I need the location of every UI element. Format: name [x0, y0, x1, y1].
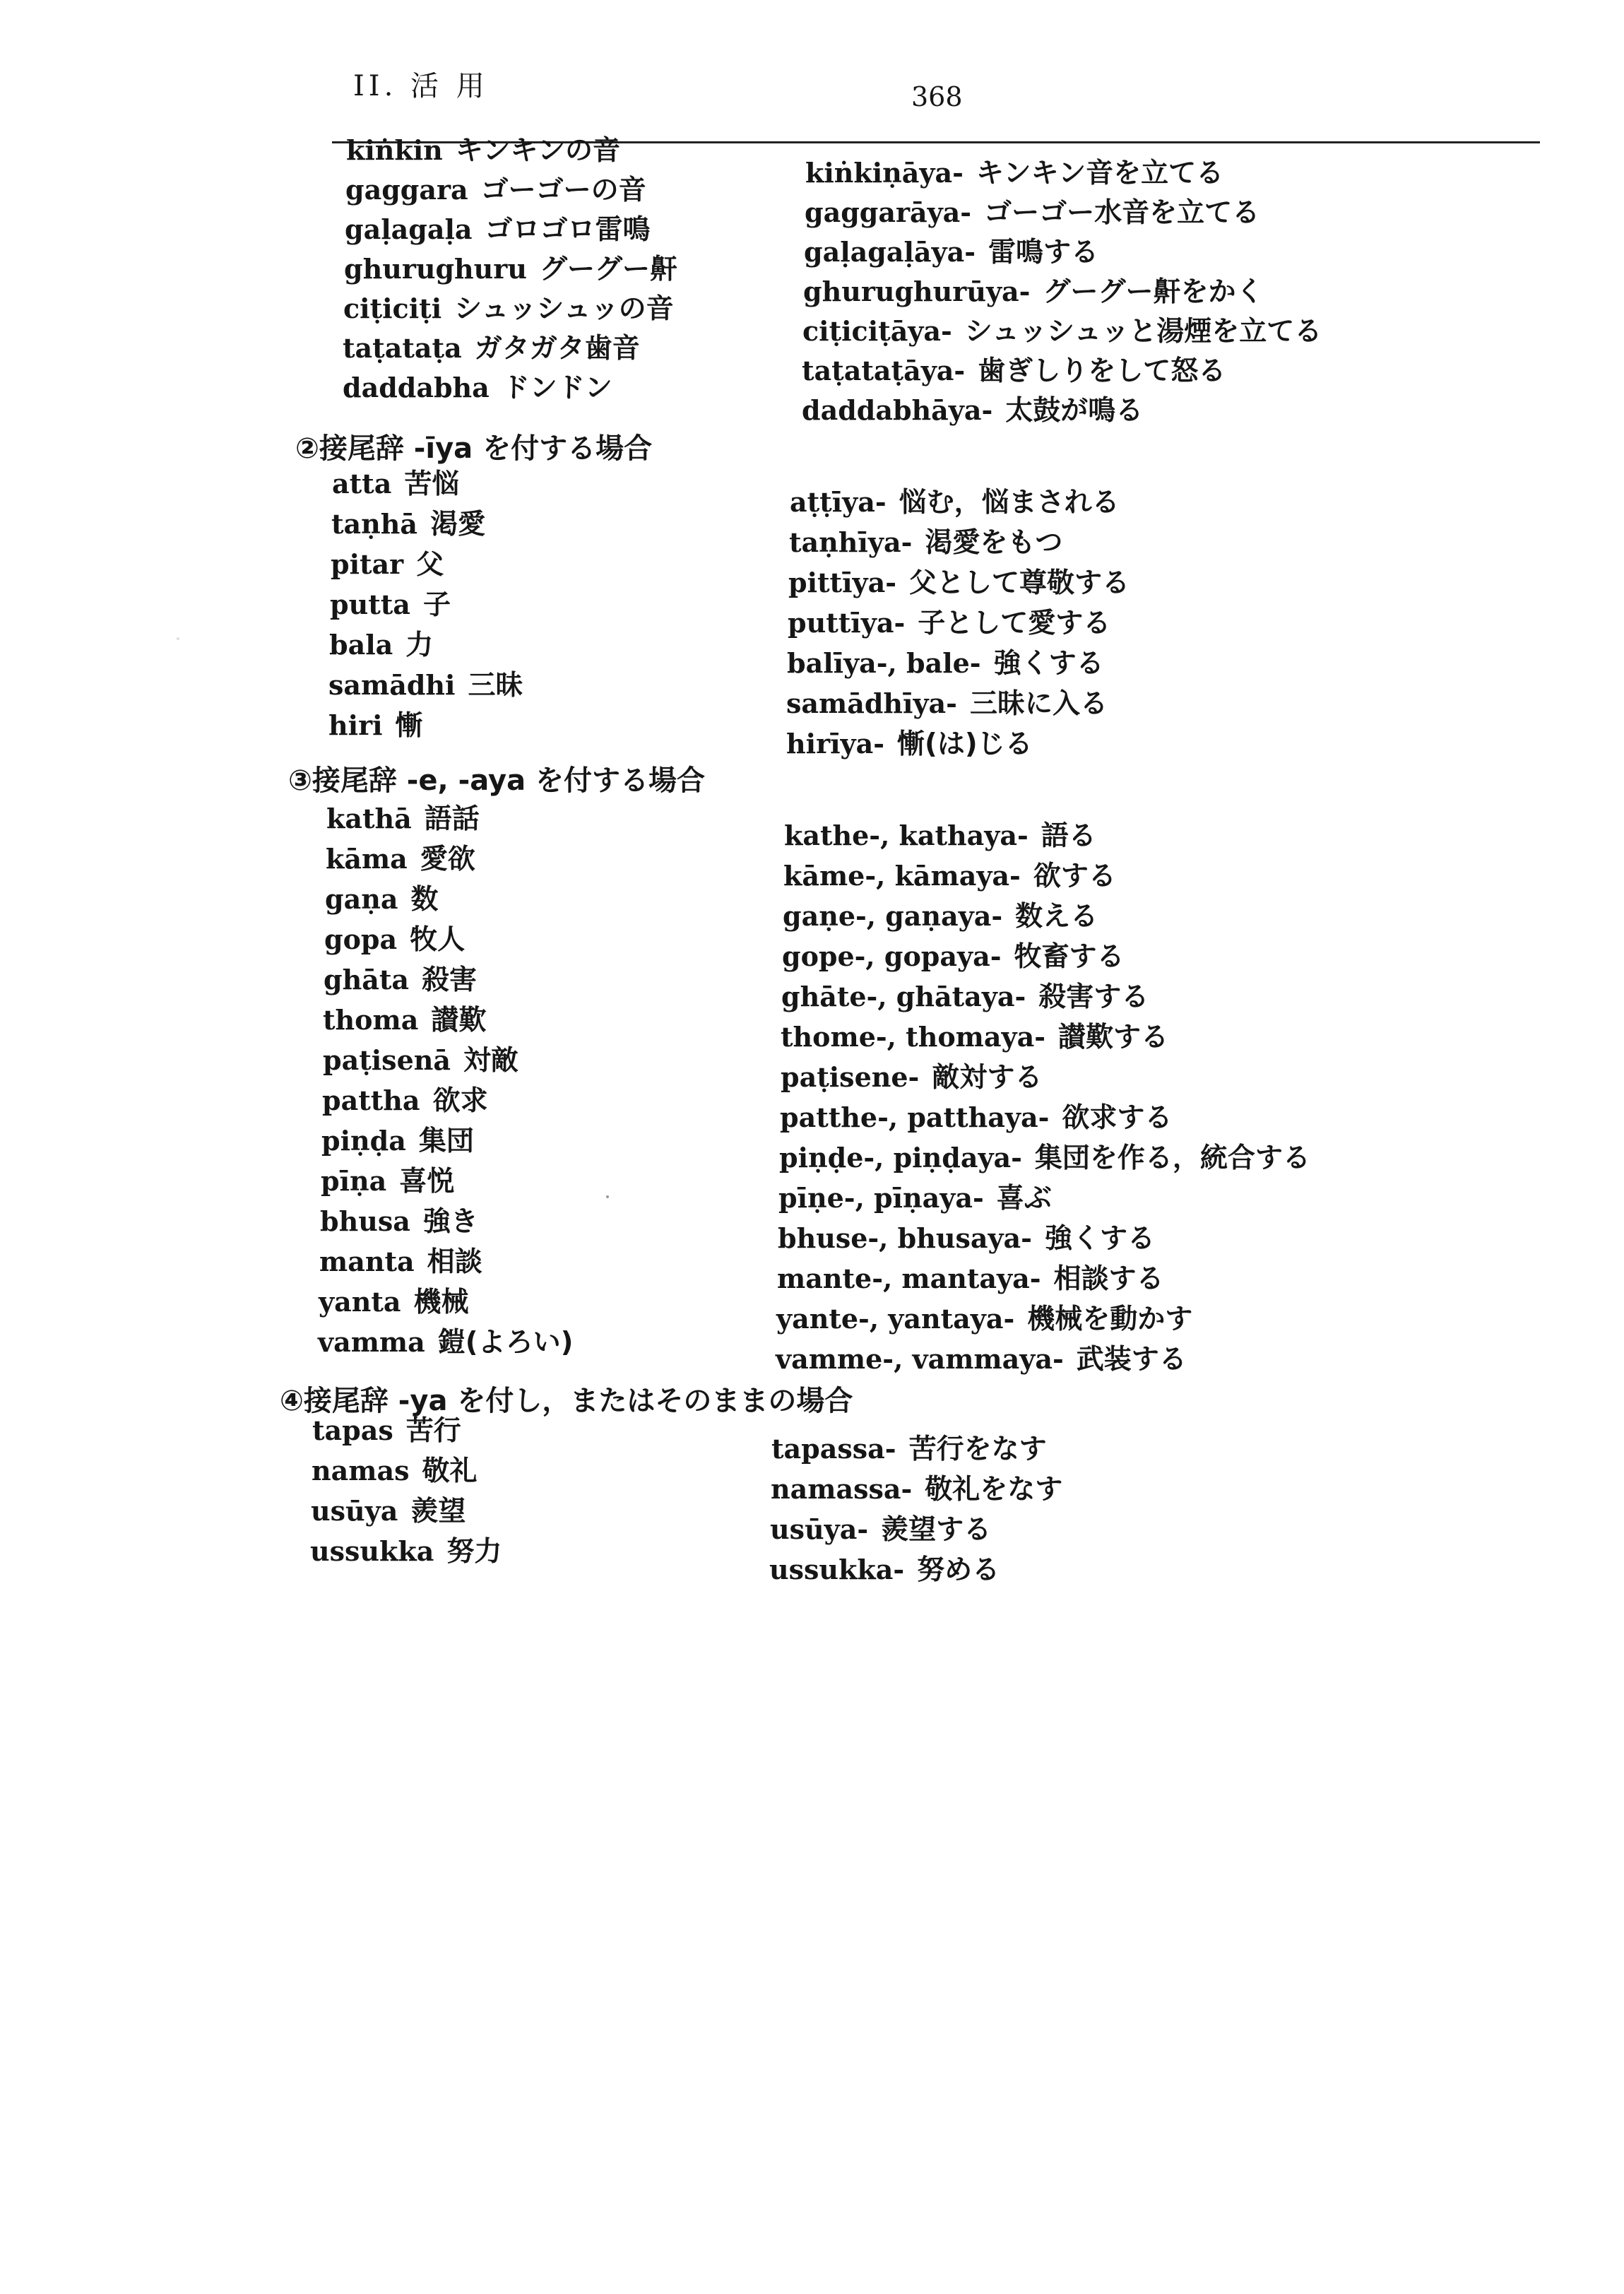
verb-entry	[780, 1101, 1172, 1135]
verb-pali: yante-, yantaya-	[776, 1303, 1015, 1335]
verb-meaning: 強くする	[993, 648, 1104, 680]
verb-pali: gope-, gopaya-	[782, 940, 1002, 972]
verb-entry	[770, 1513, 991, 1547]
noun-pali: gaṇa	[325, 883, 398, 915]
verb-entry	[802, 315, 1322, 348]
noun-meaning: 子	[422, 589, 451, 621]
noun-entry	[323, 1004, 486, 1037]
noun-entry	[343, 292, 674, 326]
verb-entry	[804, 236, 1098, 269]
noun-entry	[345, 213, 651, 247]
noun-pali: putta	[330, 589, 410, 620]
noun-meaning: グーグー鼾	[539, 254, 677, 285]
noun-meaning: 鎧(よろい)	[437, 1327, 574, 1359]
noun-entry	[325, 883, 438, 916]
noun-entry	[331, 548, 444, 581]
noun-pali: manta	[319, 1246, 415, 1277]
noun-pali: gopa	[324, 923, 398, 955]
noun-pali: yanta	[319, 1286, 401, 1318]
verb-pali: paṭisene-	[781, 1061, 920, 1093]
verb-pali: bhuse-, bhusaya-	[778, 1222, 1032, 1254]
verb-entry	[802, 394, 1143, 427]
section-label: II. 活 用	[353, 70, 489, 102]
verb-meaning: 喜ぶ	[996, 1183, 1052, 1214]
verb-meaning: 数える	[1015, 901, 1098, 933]
noun-pali: ussukka	[310, 1535, 434, 1567]
noun-entry	[321, 1165, 454, 1198]
verb-meaning: 機械を動かす	[1027, 1303, 1193, 1335]
noun-meaning: 苦悩	[404, 468, 460, 500]
verb-entry	[787, 647, 1104, 680]
verb-pali: gaḷagaḷāya-	[804, 236, 976, 268]
verb-meaning: 三昧に入る	[969, 688, 1108, 720]
noun-meaning: ゴーゴーの音	[480, 175, 646, 206]
verb-pali: patthe-, patthaya-	[780, 1101, 1050, 1133]
verb-pali: mante-, mantaya-	[777, 1263, 1041, 1294]
verb-entry	[769, 1554, 1000, 1587]
noun-pali: vamma	[318, 1326, 425, 1358]
noun-meaning: 慚	[395, 710, 423, 742]
verb-meaning: 語る	[1041, 820, 1096, 852]
verb-meaning: 敬礼をなす	[925, 1474, 1063, 1506]
verb-entry	[776, 1343, 1187, 1376]
verb-entry	[783, 860, 1116, 893]
noun-pali: gaḷagaḷa	[345, 213, 473, 245]
verb-pali: namassa-	[771, 1473, 913, 1505]
noun-pali: ghurughuru	[344, 253, 527, 285]
noun-entry	[326, 803, 480, 836]
noun-entry	[320, 1205, 478, 1238]
noun-entry	[322, 1084, 488, 1118]
verb-pali: usūya-	[770, 1513, 869, 1545]
noun-meaning: 殺害	[422, 964, 478, 996]
verb-entry	[805, 157, 1223, 190]
noun-meaning: 苦行	[405, 1415, 461, 1447]
verb-pali: ghāte-, ghātaya-	[781, 981, 1026, 1012]
noun-pali: gaggara	[345, 174, 468, 206]
verb-entry	[778, 1182, 1052, 1215]
noun-pali: ghāta	[324, 964, 409, 995]
verb-entry	[782, 940, 1125, 974]
verb-meaning: 羨望する	[881, 1514, 992, 1546]
verb-meaning: 強くする	[1044, 1223, 1155, 1255]
noun-meaning: 欲求	[432, 1085, 488, 1117]
group-heading: ④接尾辞 -ya を付し，またはそのままの場合	[280, 1385, 853, 1417]
verb-pali: pīṇe-, pīṇaya-	[778, 1182, 984, 1214]
verb-entry	[783, 900, 1098, 933]
verb-pali: gaggarāya-	[805, 196, 972, 228]
verb-meaning: 慚(は)じる	[897, 728, 1033, 760]
verb-pali: gaṇe-, gaṇaya-	[783, 900, 1003, 932]
verb-pali: ussukka-	[769, 1554, 905, 1585]
verb-entry	[779, 1142, 1310, 1175]
noun-meaning: 三昧	[468, 670, 523, 702]
verb-pali: kāme-, kāmaya-	[783, 860, 1021, 892]
noun-entry	[311, 1495, 466, 1528]
verb-meaning: 欲求する	[1062, 1102, 1173, 1134]
verb-meaning: 相談する	[1053, 1263, 1164, 1295]
verb-meaning: 父として尊敬する	[909, 567, 1130, 599]
verb-meaning: 欲する	[1033, 861, 1116, 892]
verb-meaning: ゴーゴー水音を立てる	[984, 197, 1260, 229]
verb-entry	[771, 1473, 1062, 1506]
noun-entry	[344, 253, 677, 286]
noun-meaning: ドンドン	[502, 372, 612, 404]
noun-pali: pattha	[322, 1084, 420, 1116]
noun-meaning: 喜悦	[399, 1166, 455, 1198]
verb-entry	[788, 567, 1130, 600]
noun-pali: samādhi	[328, 669, 456, 701]
noun-entry	[310, 1535, 502, 1568]
verb-pali: puttīya-	[788, 607, 906, 639]
verb-meaning: 努める	[917, 1554, 1000, 1586]
noun-meaning: 強き	[422, 1206, 478, 1238]
scan-speck	[177, 637, 179, 640]
verb-meaning: 歯ぎしりをして怒る	[978, 355, 1226, 387]
verb-entry	[777, 1263, 1164, 1296]
noun-entry	[312, 1414, 461, 1448]
verb-meaning: 讃歎する	[1057, 1022, 1168, 1053]
verb-entry	[802, 355, 1226, 388]
noun-meaning: ガタガタ歯音	[474, 333, 640, 365]
noun-pali: tapas	[312, 1414, 393, 1446]
noun-pali: paṭisenā	[323, 1044, 451, 1076]
noun-pali: pīṇa	[321, 1165, 387, 1197]
noun-pali: bhusa	[320, 1205, 410, 1237]
verb-entry	[805, 196, 1260, 230]
page-number: 368	[911, 81, 963, 112]
noun-meaning: 牧人	[410, 924, 466, 956]
verb-pali: kathe-, kathaya-	[784, 820, 1029, 851]
noun-pali: usūya	[311, 1495, 398, 1527]
noun-pali: thoma	[323, 1004, 419, 1036]
verb-entry	[786, 728, 1033, 761]
verb-pali: daddabhāya-	[802, 394, 993, 426]
verb-pali: vamme-, vammaya-	[776, 1343, 1064, 1375]
noun-entry	[345, 174, 646, 207]
noun-entry	[329, 629, 433, 662]
verb-pali: taṇhīya-	[789, 526, 913, 558]
noun-meaning: 機械	[413, 1287, 469, 1318]
noun-meaning: 父	[416, 549, 444, 581]
noun-pali: hiri	[328, 709, 383, 741]
noun-entry	[324, 923, 465, 957]
verb-entry	[778, 1222, 1155, 1255]
verb-entry	[781, 1061, 1042, 1094]
verb-pali: taṭataṭāya-	[802, 355, 966, 386]
noun-entry	[328, 669, 523, 702]
noun-meaning: 対敵	[463, 1045, 519, 1077]
verb-meaning: 渇愛をもつ	[925, 527, 1063, 559]
noun-meaning: 讃歎	[431, 1005, 487, 1036]
verb-entry	[790, 486, 1120, 519]
noun-entry	[326, 843, 475, 876]
noun-entry	[343, 372, 612, 405]
noun-meaning: ゴロゴロ雷鳴	[485, 214, 651, 246]
verb-pali: kiṅkiṇāya-	[805, 157, 964, 189]
noun-pali: kiṅkin	[346, 134, 443, 166]
noun-pali: kathā	[326, 803, 412, 834]
noun-pali: ciṭiciṭi	[343, 292, 442, 324]
verb-entry	[789, 526, 1062, 560]
noun-meaning: キンキンの音	[455, 135, 621, 167]
verb-meaning: 殺害する	[1038, 981, 1149, 1013]
verb-pali: balīya-, bale-	[787, 647, 981, 679]
noun-entry	[328, 709, 423, 743]
noun-pali: piṇḍa	[321, 1125, 406, 1157]
noun-meaning: 相談	[427, 1246, 482, 1278]
noun-pali: pitar	[331, 548, 404, 580]
verb-pali: ciṭiciṭāya-	[802, 315, 952, 347]
verb-meaning: 子として愛する	[918, 608, 1111, 639]
noun-meaning: 数	[410, 884, 439, 916]
verb-pali: tapassa-	[771, 1433, 896, 1465]
verb-entry	[781, 981, 1149, 1014]
noun-pali: kāma	[326, 843, 408, 875]
noun-meaning: 愛欲	[420, 844, 475, 875]
noun-pali: taṭataṭa	[343, 332, 462, 364]
verb-pali: samādhīya-	[786, 687, 957, 719]
noun-pali: daddabha	[343, 372, 490, 403]
verb-entry	[776, 1303, 1192, 1336]
noun-entry	[330, 589, 451, 622]
verb-meaning: 敵対する	[932, 1062, 1043, 1094]
verb-entry	[784, 820, 1096, 853]
verb-meaning: 武装する	[1076, 1344, 1187, 1376]
noun-meaning: 渇愛	[430, 509, 486, 540]
verb-entry	[803, 276, 1263, 309]
noun-entry	[332, 468, 459, 501]
noun-entry	[319, 1246, 482, 1279]
verb-meaning: 太鼓が鳴る	[1005, 395, 1144, 427]
noun-entry	[331, 508, 485, 541]
verb-pali: thome-, thomaya-	[781, 1021, 1045, 1053]
group-heading: ②接尾辞 -īya を付する場合	[295, 432, 653, 465]
noun-pali: namas	[312, 1455, 410, 1486]
scan-speck	[606, 1195, 609, 1198]
verb-pali: hirīya-	[786, 728, 884, 759]
noun-entry	[319, 1286, 469, 1319]
noun-pali: bala	[329, 629, 393, 661]
noun-meaning: 羨望	[410, 1496, 466, 1527]
noun-entry	[312, 1455, 478, 1488]
verb-meaning: シュッシュッと湯煙を立てる	[964, 316, 1322, 348]
verb-meaning: 苦行をなす	[908, 1433, 1047, 1465]
noun-entry	[346, 134, 620, 167]
noun-meaning: 集団	[418, 1125, 474, 1157]
noun-meaning: 敬礼	[422, 1455, 478, 1487]
noun-entry	[343, 332, 640, 365]
noun-meaning: 努力	[446, 1536, 502, 1568]
verb-entry	[788, 607, 1110, 640]
verb-pali: piṇḍe-, piṇḍaya-	[779, 1142, 1022, 1173]
noun-entry	[321, 1125, 474, 1158]
noun-meaning: 語話	[424, 803, 480, 835]
verb-pali: pittīya-	[788, 567, 897, 598]
verb-meaning: 牧畜する	[1014, 941, 1125, 973]
verb-entry	[786, 687, 1108, 721]
verb-meaning: キンキン音を立てる	[976, 158, 1224, 189]
noun-entry	[323, 1044, 518, 1077]
verb-meaning: グーグー鼾をかく	[1043, 276, 1264, 308]
verb-pali: ghurughurūya-	[803, 276, 1031, 307]
noun-pali: taṇhā	[331, 508, 418, 540]
verb-meaning: 雷鳴する	[988, 237, 1098, 268]
noun-meaning: 力	[405, 629, 434, 661]
verb-entry	[771, 1433, 1047, 1466]
noun-entry	[324, 964, 477, 997]
noun-entry	[318, 1326, 573, 1359]
noun-meaning: シュッシュッの音	[454, 293, 674, 325]
verb-meaning: 悩む，悩まされる	[899, 487, 1120, 519]
verb-meaning: 集団を作る，統合する	[1034, 1142, 1310, 1174]
noun-pali: atta	[332, 468, 392, 499]
group-heading: ③接尾辞 -e, -aya を付する場合	[288, 764, 705, 797]
verb-pali: aṭṭīya-	[790, 486, 887, 518]
verb-entry	[781, 1021, 1168, 1054]
